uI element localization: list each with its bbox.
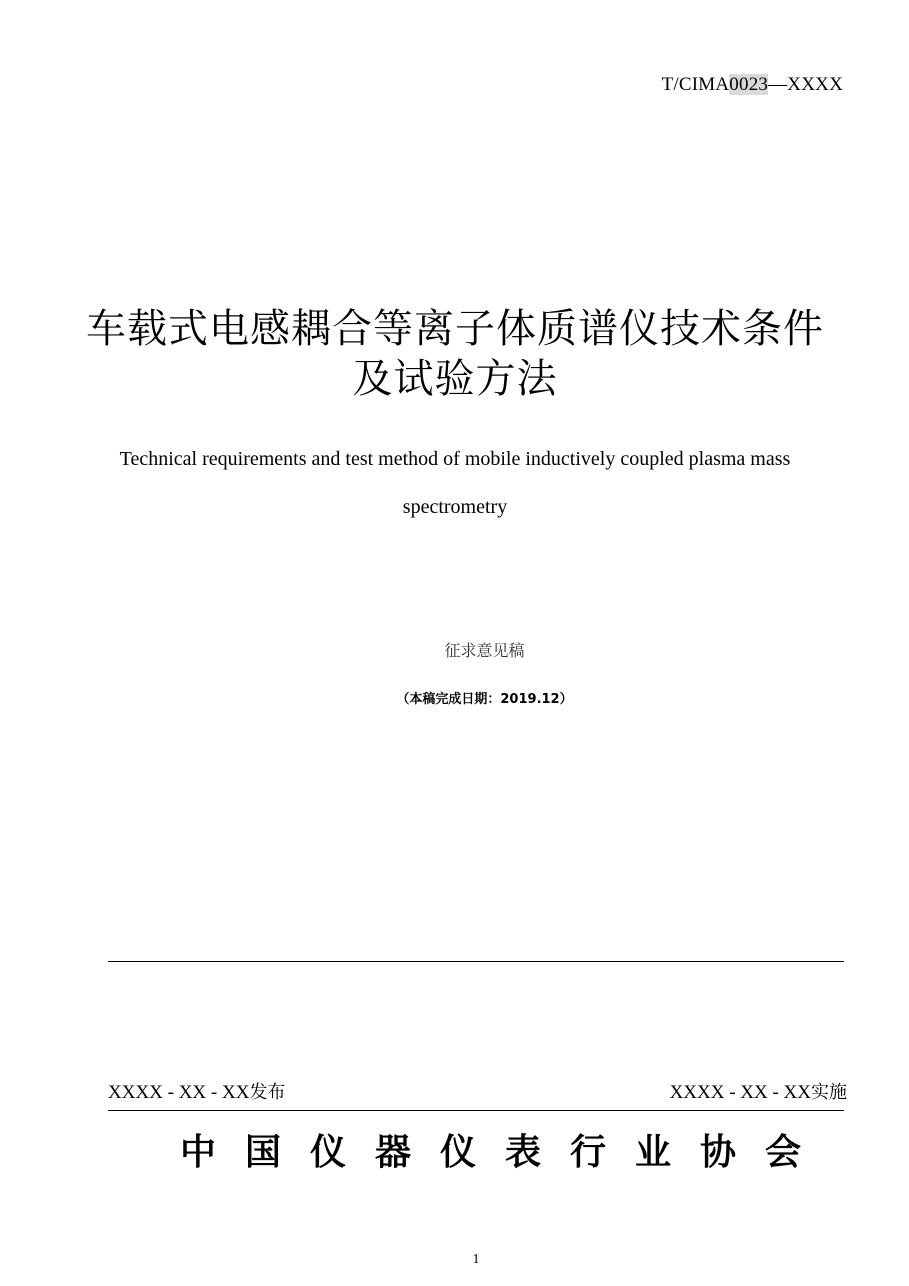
standard-number xyxy=(662,74,843,96)
divider-top xyxy=(108,961,844,962)
english-title xyxy=(80,435,830,531)
chinese-title xyxy=(60,304,850,404)
page-number: 1 xyxy=(472,1252,480,1267)
chinese-title-line-2: 及试验方法 xyxy=(352,356,558,402)
standard-prefix: T/CIMA xyxy=(661,74,730,95)
draft-status: 征求意见稿 xyxy=(444,641,525,660)
draft-completion-date: （本稿完成日期：2019.12） xyxy=(396,692,573,707)
publish-date-value: XXXX - XX - XX xyxy=(108,1082,250,1103)
standard-code: 0023 xyxy=(729,74,769,95)
publish-date xyxy=(108,1078,285,1104)
implement-date-value: XXXX - XX - XX xyxy=(669,1082,811,1103)
divider-bottom xyxy=(108,1110,844,1111)
implement-label: 实施 xyxy=(811,1082,847,1103)
english-title-line-1: Technical requirements and test method of mobile inductively coupled plasma mass xyxy=(119,448,791,470)
english-title-line-2: spectrometry xyxy=(402,496,508,518)
implement-date xyxy=(670,1078,847,1104)
standard-suffix: —XXXX xyxy=(768,74,843,95)
chinese-title-line-1: 车载式电感耦合等离子体质谱仪技术条件 xyxy=(86,306,824,352)
issuing-organization: 中国仪器仪表行业协会 xyxy=(180,1132,831,1173)
publish-label: 发布 xyxy=(249,1082,286,1103)
